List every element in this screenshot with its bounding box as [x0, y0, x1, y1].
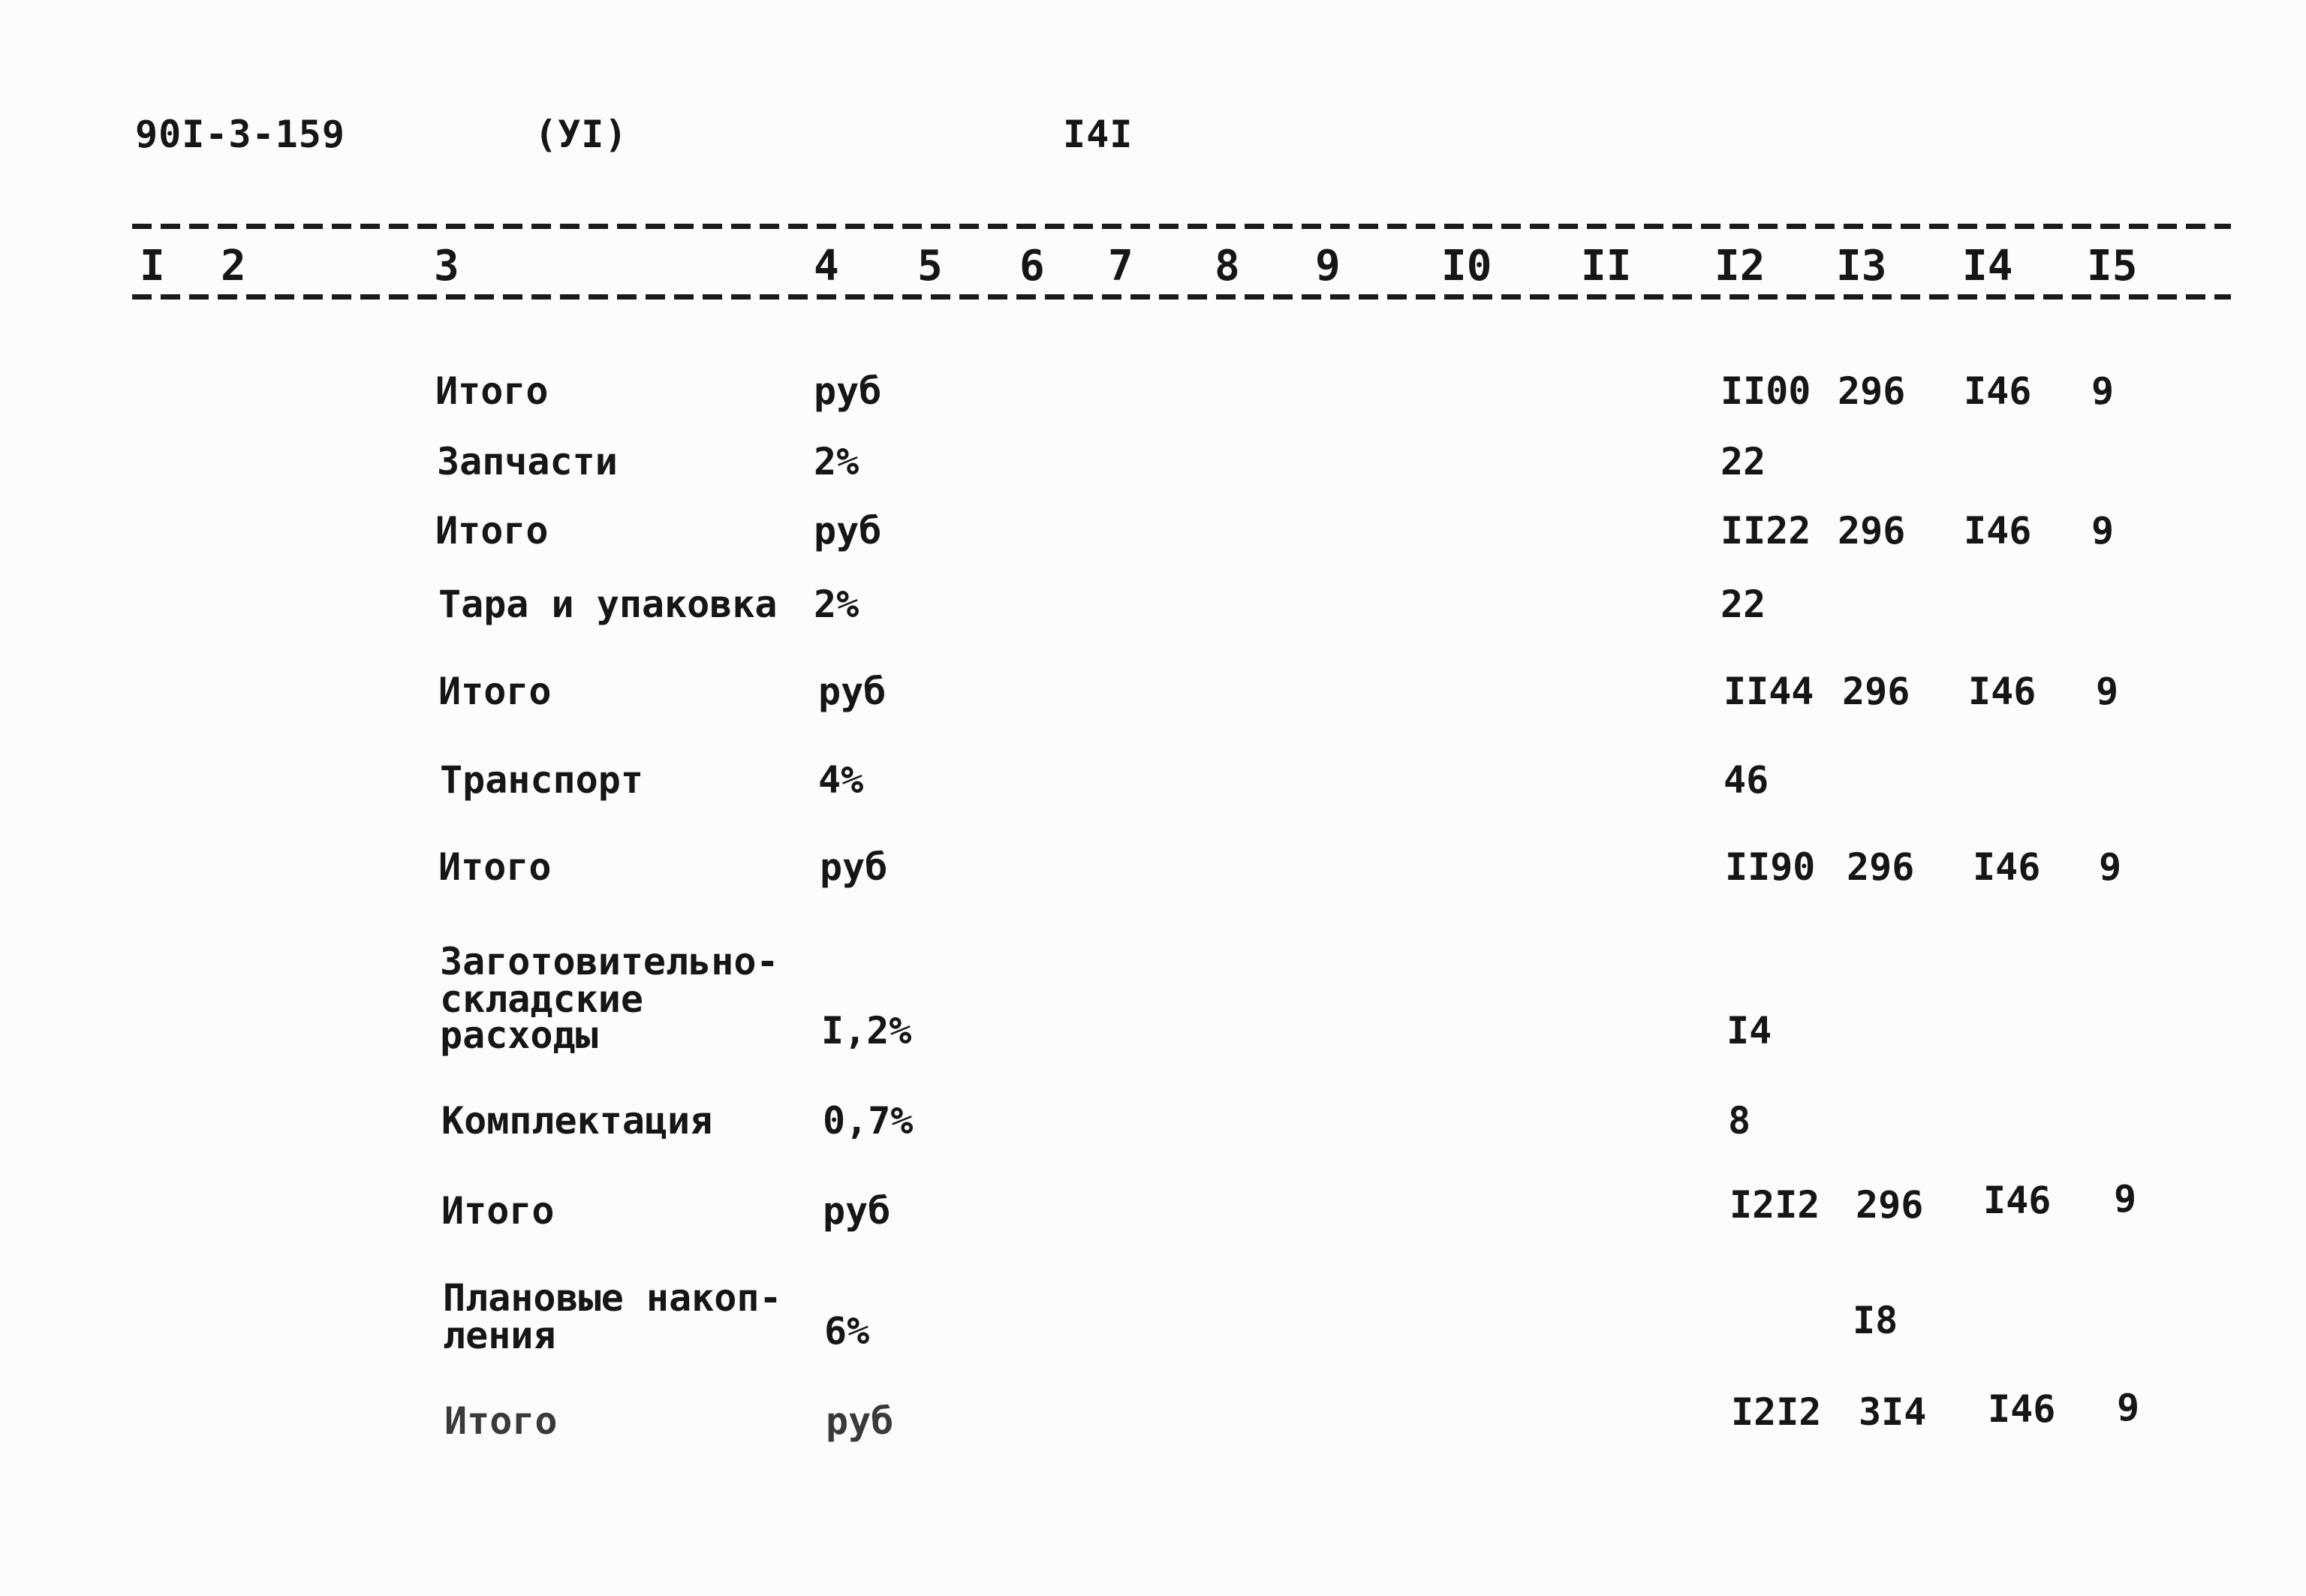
cell-col12: I2I2 — [1731, 1390, 1822, 1434]
cell-col13: 296 — [1838, 369, 1906, 413]
column-number: I — [140, 242, 165, 291]
cell-col13: I8 — [1853, 1299, 1898, 1342]
cell-col14: I46 — [1968, 670, 2037, 713]
cell-col12: 22 — [1720, 583, 1766, 626]
page-number: I4I — [1063, 113, 1133, 156]
row-label: Итого — [438, 670, 552, 713]
row-label-line: расходы — [440, 1013, 598, 1057]
row-label-line: складские — [440, 977, 643, 1021]
row-label: Итого — [438, 845, 552, 889]
column-number: I0 — [1441, 242, 1492, 291]
row-unit: 2% — [814, 583, 859, 626]
column-number: 9 — [1315, 242, 1341, 291]
section-number: (УI) — [534, 113, 628, 156]
column-number: 4 — [814, 242, 839, 291]
column-number: II — [1581, 242, 1632, 291]
row-label: Итого — [435, 509, 549, 553]
row-label-line: Плановые накоп- — [443, 1276, 782, 1320]
row-unit: руб — [818, 670, 887, 713]
row-label: Запчасти — [437, 440, 618, 483]
cell-col13: 296 — [1838, 509, 1906, 553]
cell-col14: I46 — [1964, 509, 2032, 553]
cell-col13: 3I4 — [1859, 1390, 1927, 1434]
cell-col12: II44 — [1723, 670, 1814, 713]
cell-col12: I4 — [1726, 1009, 1772, 1052]
cell-col13: 296 — [1856, 1183, 1924, 1227]
cell-col15: 9 — [2099, 845, 2122, 889]
cell-col14: I46 — [1973, 845, 2041, 889]
header-rule-bottom — [132, 294, 2231, 300]
row-label: Итого — [441, 1189, 555, 1233]
column-number: I3 — [1836, 242, 1887, 291]
row-unit: руб — [814, 509, 882, 553]
cell-col12: 22 — [1720, 440, 1766, 483]
column-number: 7 — [1108, 242, 1133, 291]
cell-col15: 9 — [2091, 509, 2115, 553]
cell-col14: I46 — [1988, 1387, 2056, 1431]
row-unit: 4% — [818, 758, 864, 802]
cell-col15: 9 — [2114, 1177, 2137, 1221]
row-unit: руб — [820, 845, 888, 889]
cell-col13: 296 — [1842, 670, 1910, 713]
cell-col12: II00 — [1720, 369, 1811, 413]
cell-col12: I2I2 — [1730, 1183, 1820, 1227]
row-label: Транспорт — [440, 758, 643, 802]
cell-col12: II22 — [1720, 509, 1811, 553]
cell-col14: I46 — [1964, 369, 2032, 413]
cell-col14: I46 — [1983, 1179, 2052, 1222]
row-label: Итого — [444, 1399, 558, 1443]
column-number: I4 — [1962, 242, 2013, 291]
row-unit: руб — [814, 369, 882, 413]
cell-col12: II90 — [1725, 845, 1816, 889]
column-number: 6 — [1019, 242, 1045, 291]
cell-col15: 9 — [2096, 670, 2119, 713]
row-unit: I,2% — [821, 1009, 912, 1052]
row-unit: руб — [823, 1189, 891, 1233]
cell-col15: 9 — [2117, 1386, 2140, 1429]
document-code: 90I-3-159 — [135, 113, 345, 156]
column-number: 2 — [221, 242, 246, 291]
column-number: I5 — [2087, 242, 2138, 291]
column-number: 5 — [917, 242, 943, 291]
row-unit: руб — [826, 1399, 894, 1443]
column-number: 3 — [434, 242, 459, 291]
row-label: Итого — [435, 369, 549, 413]
row-unit: 0,7% — [823, 1099, 914, 1143]
cell-col12: 46 — [1723, 758, 1769, 802]
column-number: I2 — [1714, 242, 1766, 291]
cell-col15: 9 — [2091, 369, 2115, 413]
cell-col13: 296 — [1847, 845, 1915, 889]
row-label: Тара и упаковка — [438, 583, 778, 626]
cell-col12: 8 — [1728, 1099, 1751, 1143]
row-label: Комплектация — [441, 1099, 713, 1143]
row-label-line: ления — [443, 1314, 556, 1357]
row-label-line: Заготовительно- — [440, 940, 779, 983]
row-unit: 6% — [824, 1309, 870, 1353]
row-unit: 2% — [814, 440, 859, 483]
column-number: 8 — [1215, 242, 1240, 291]
header-rule-top — [132, 224, 2231, 229]
